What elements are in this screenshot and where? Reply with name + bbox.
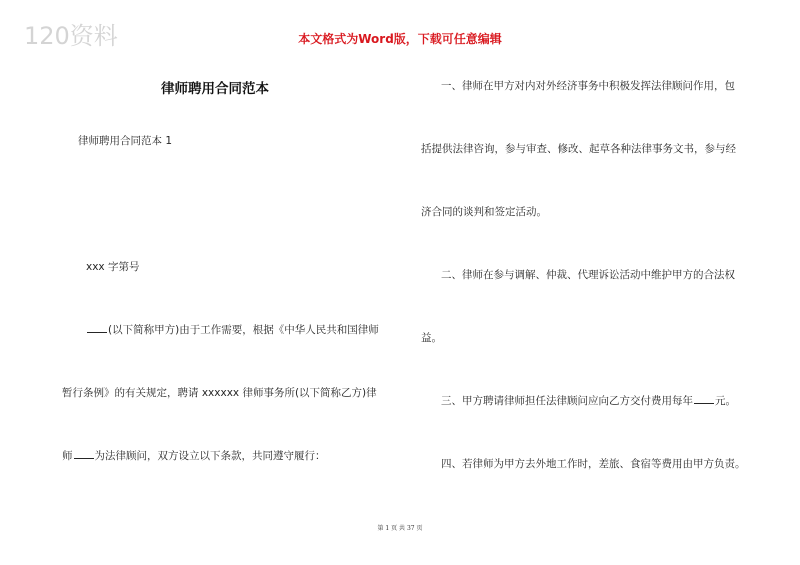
clause-2-line-1: 二、律师在参与调解、仲裁、代理诉讼活动中维护甲方的合法权 bbox=[441, 269, 735, 281]
clause-1-line-1: 一、律师在甲方对内对外经济事务中积极发挥法律顾问作用，包 bbox=[441, 80, 735, 92]
clause-4: 四、若律师为甲方去外地工作时，差旅、食宿等费用由甲方负责。 bbox=[441, 458, 746, 470]
blank-lawyer-name bbox=[74, 449, 94, 459]
clause-3-suffix: 元。 bbox=[715, 395, 736, 407]
clause-2-line-2: 益。 bbox=[421, 332, 442, 344]
document-title: 律师聘用合同范本 bbox=[161, 81, 269, 97]
contract-subtitle: 律师聘用合同范本 1 bbox=[78, 135, 173, 147]
blank-annual-fee bbox=[694, 394, 714, 404]
clause-1-line-3: 济合同的谈判和签定活动。 bbox=[421, 206, 547, 218]
preamble-line-3 bbox=[62, 448, 326, 463]
preamble-line-3-text: 为法律顾问，双方设立以下条款，共同遵守履行： bbox=[94, 450, 326, 462]
clause-1-line-2: 括提供法律咨询，参与审查、修改、起草各种法律事务文书，参与经 bbox=[421, 143, 736, 155]
document-number: xxx 字第号 bbox=[86, 261, 140, 273]
preamble-line-3-prefix: 师 bbox=[62, 450, 73, 462]
watermark: 120资料 bbox=[24, 22, 118, 50]
format-banner: 本文格式为Word版，下载可任意编辑 bbox=[298, 32, 502, 46]
clause-3-text: 三、甲方聘请律师担任法律顾问应向乙方交付费用每年 bbox=[441, 395, 693, 407]
page-footer: 第 1 页 共 37 页 bbox=[377, 525, 423, 532]
preamble-line-1-text: (以下简称甲方)由于工作需要，根据《中华人民共和国律师 bbox=[108, 324, 379, 336]
blank-party-a bbox=[87, 323, 107, 333]
clause-3 bbox=[441, 393, 736, 408]
preamble-line-2: 暂行条例》的有关规定，聘请 xxxxxx 律师事务所(以下简称乙方)律 bbox=[62, 387, 377, 399]
preamble-line-1 bbox=[86, 322, 379, 337]
